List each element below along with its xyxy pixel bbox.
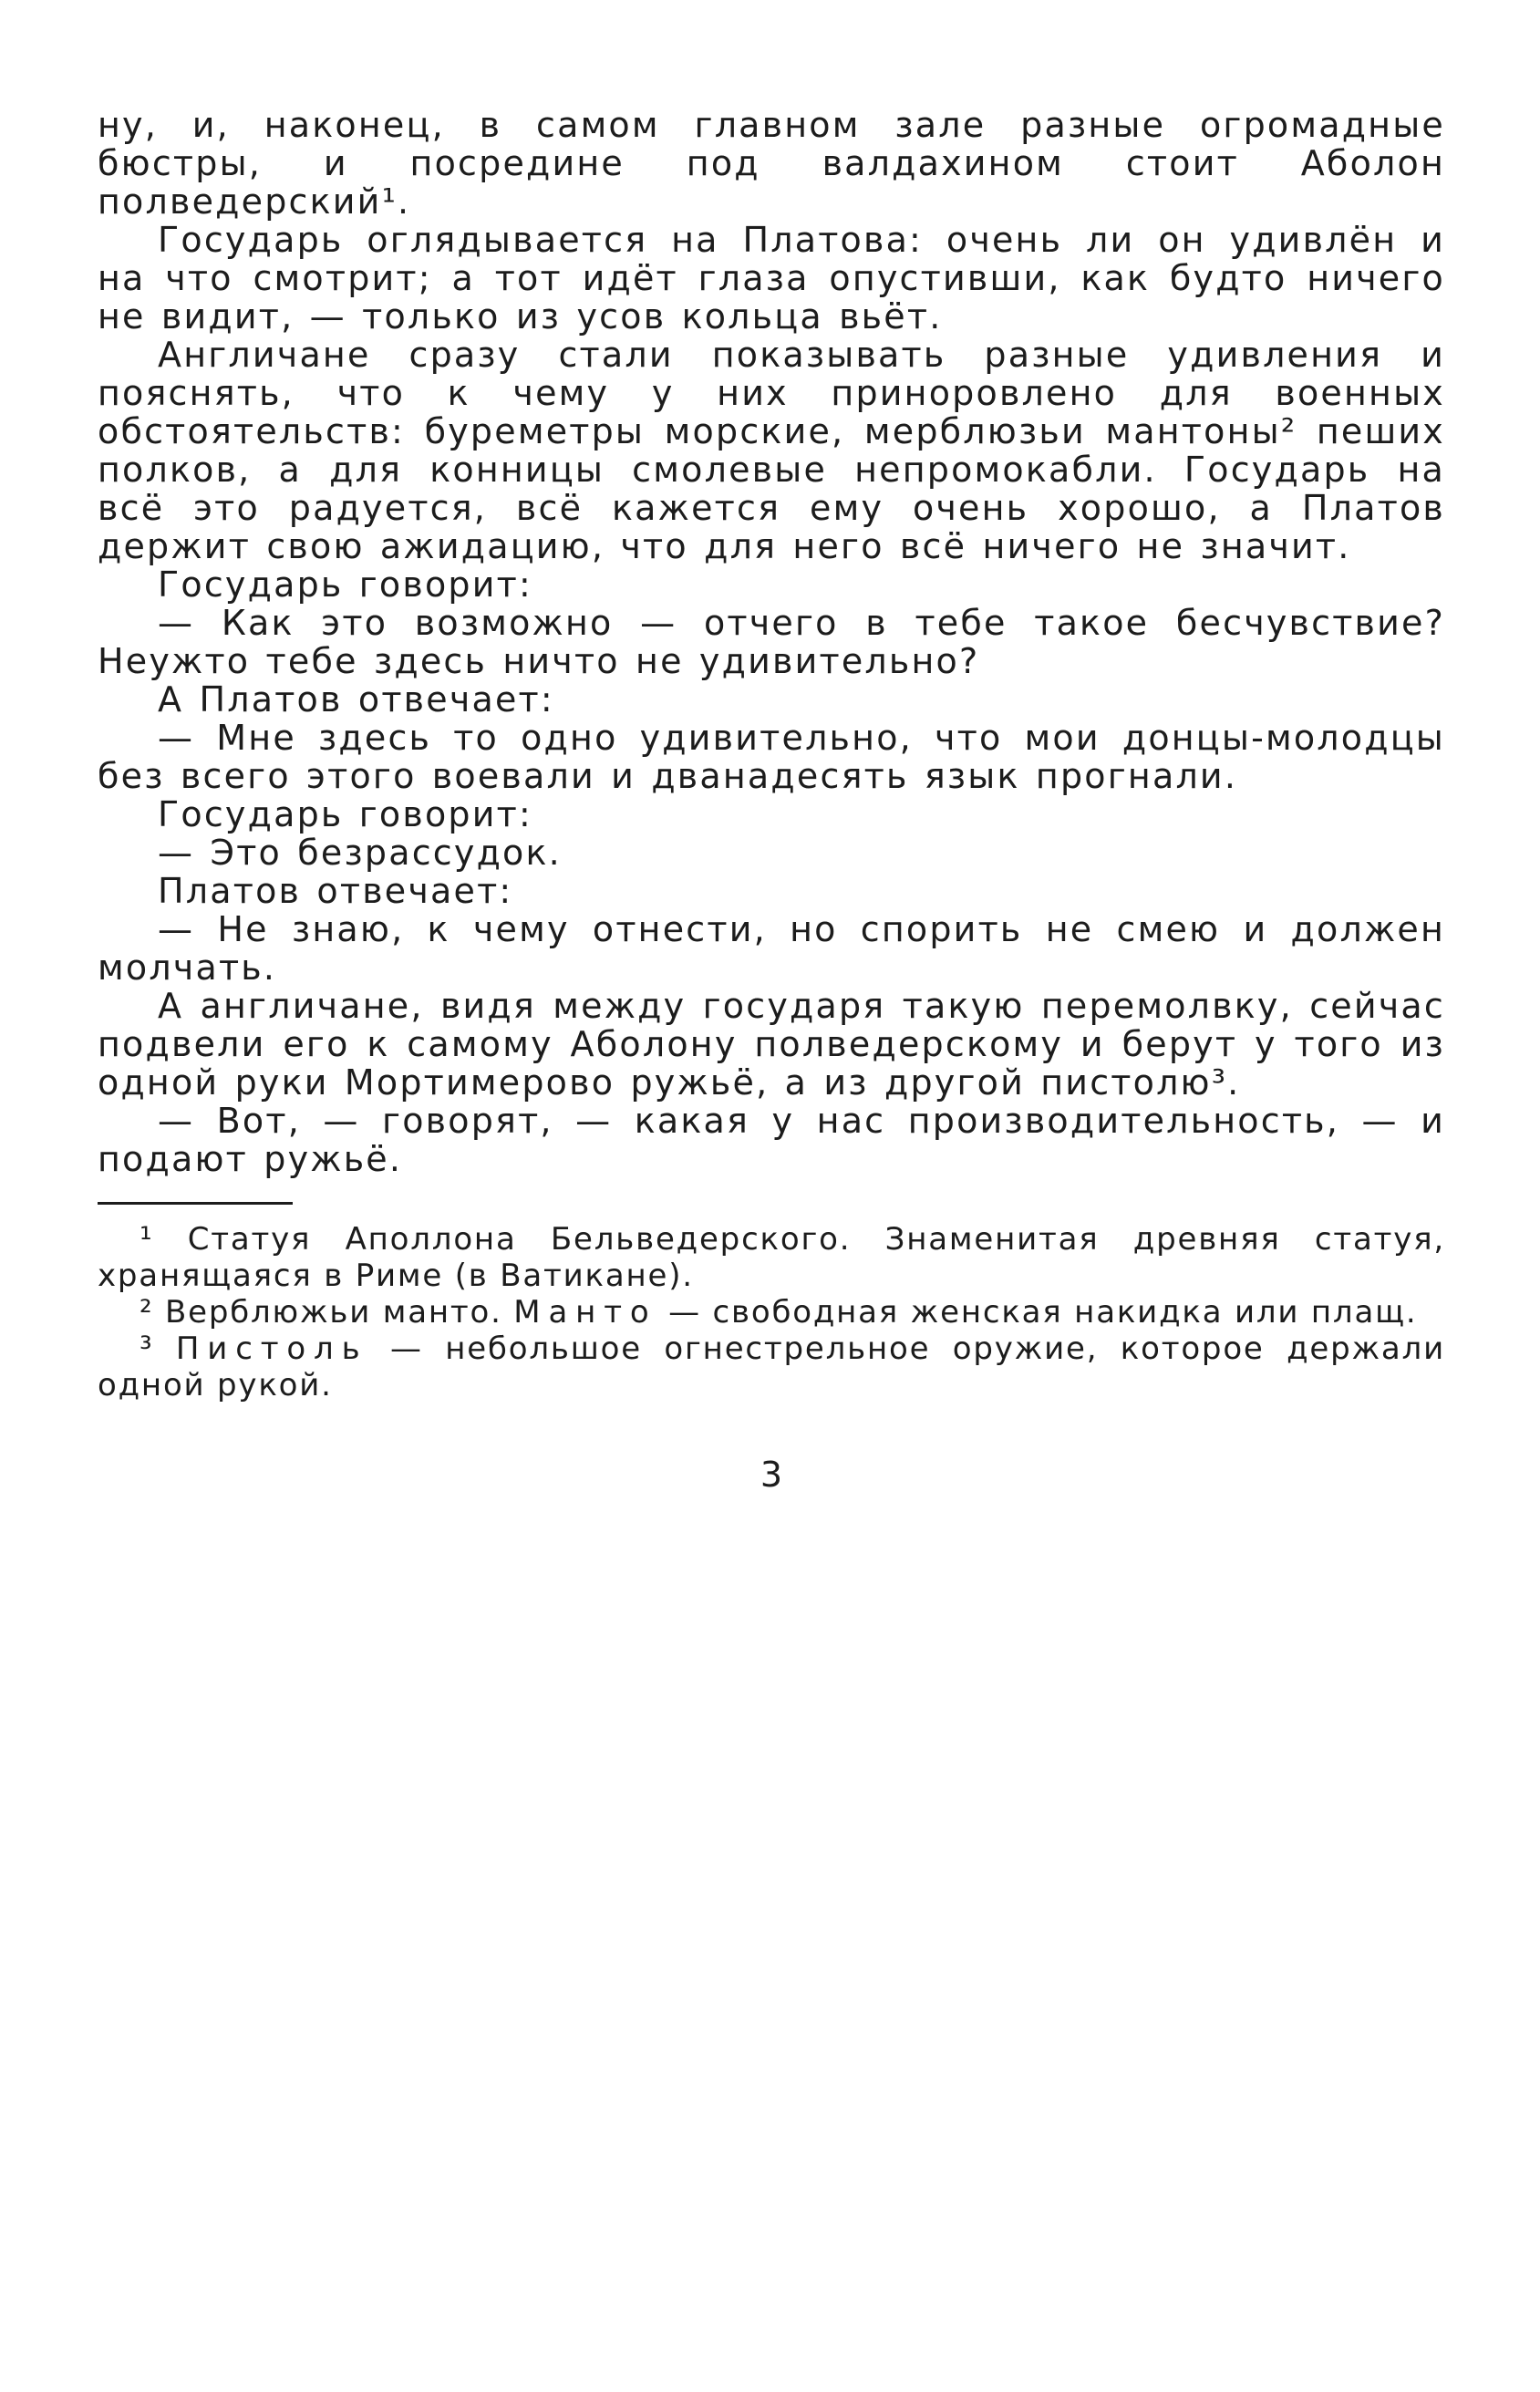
footnote-term: Пистоль (175, 1331, 368, 1367)
paragraph: Платов отвечает: (158, 871, 513, 911)
paragraph: — Не знаю, к чему отнести, но спорить не смею и должен молчать. (98, 909, 1445, 988)
paragraph: А англичане, видя между государя такую перемолвку, сейчас подвели его к самому Аболону полведерскому и берут у того из одной руки Мортимерово ружьё, а из другой пистолю³. (98, 986, 1445, 1103)
paragraph: А Платов отвечает: (158, 679, 554, 720)
footnote (98, 1331, 1445, 1403)
paragraph: Государь говорит: (158, 794, 532, 834)
footnote-text: ² Верблюжьи манто. (140, 1294, 514, 1331)
footnote (98, 1221, 1445, 1294)
page-number: 3 (760, 1455, 783, 1495)
footnote (98, 1294, 1445, 1331)
paragraph: Государь оглядывается на Платова: очень ли он удивлён и на что смотрит; а тот идёт глаза опустивши, как будто ничего не видит, — только из усов кольца вьёт. (98, 220, 1445, 337)
paragraph: — Вот, — говорят, — какая у нас производительность, — и подают ружьё. (98, 1101, 1445, 1179)
paragraph: — Мне здесь то одно удивительно, что мои донцы-молодцы без всего этого воевали и дванадесять язык прогнали. (98, 718, 1445, 796)
footnote-separator (98, 1202, 293, 1205)
footnotes (98, 1221, 1445, 1403)
paragraph: Государь говорит: (158, 564, 532, 605)
footnote-term: Манто (513, 1294, 657, 1331)
footnote-text: — небольшое огнестрельное оружие, которое держали одной рукой. (98, 1331, 1445, 1403)
footnote-text: ¹ Статуя Аполлона Бельведерского. Знаменитая древняя статуя, хранящаяся в Риме (в Ватикане). (98, 1221, 1445, 1294)
text-block (98, 106, 1445, 1495)
paragraph: ну, и, наконец, в самом главном зале разные огромадные бюстры, и посредине под валдахином стоит Аболон полведерский¹. (98, 105, 1445, 222)
main-text (98, 106, 1445, 1178)
paragraph: — Как это возможно — отчего в тебе такое бесчувствие? Неужто тебе здесь ничто не удивительно? (98, 603, 1445, 681)
footnote-text: ³ (140, 1331, 176, 1367)
footnote-text: — свободная женская накидка или плащ. (656, 1294, 1418, 1331)
paragraph: Англичане сразу стали показывать разные удивления и пояснять, что к чему у них приноровлено для военных обстоятельств: буреметры морские, мерблюзьи мантоны² пеших полков, а для конницы смолевые непромокабли. Государь на всё это радуется, всё кажется ему очень хорошо, а Платов держит свою ажидацию, что для него всё ничего не значит. (98, 335, 1445, 566)
paragraph: — Это безрассудок. (158, 833, 562, 873)
